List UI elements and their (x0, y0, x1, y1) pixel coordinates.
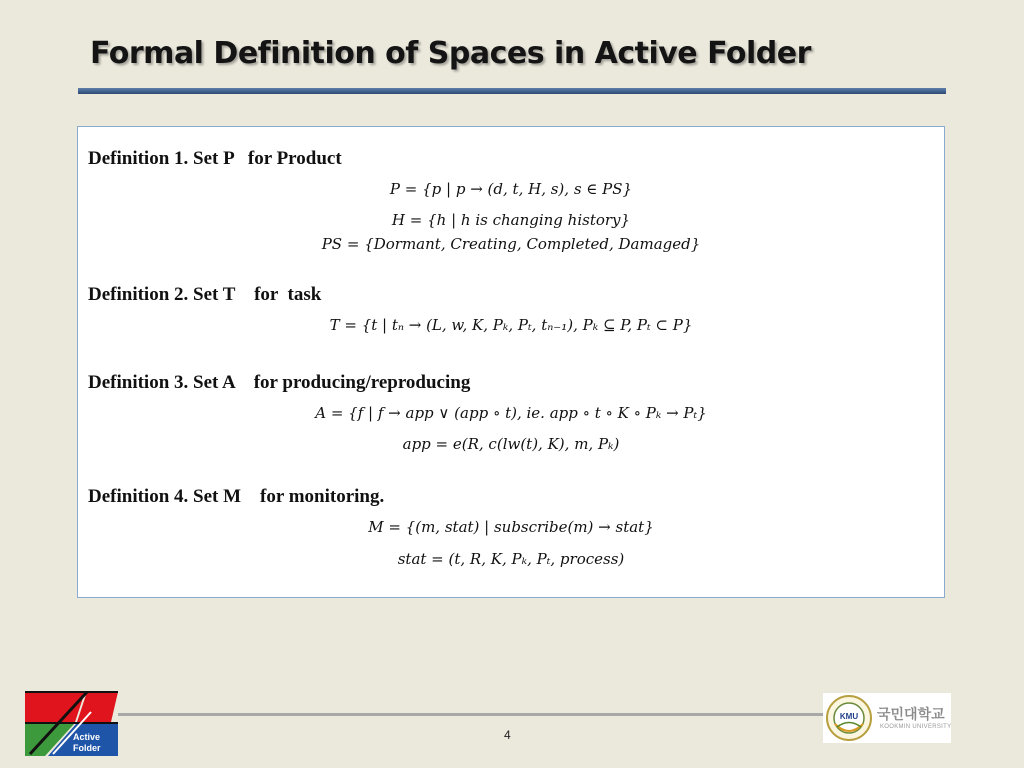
footer-divider (118, 713, 823, 716)
definition-3-heading: Definition 3. Set A for producing/reproducing (88, 372, 471, 393)
university-name-english: KOOKMIN UNIVERSITY (880, 724, 952, 730)
logo-text-folder: Folder (73, 743, 101, 753)
university-logo (823, 693, 951, 743)
page-number: 4 (504, 728, 511, 742)
slide-title: Formal Definition of Spaces in Active Folder (90, 36, 811, 71)
title-underline (78, 88, 946, 94)
formula-set-ps: PS = {Dormant, Creating, Completed, Damaged} (321, 235, 701, 253)
active-folder-logo (25, 690, 118, 756)
definition-1-heading: Definition 1. Set P for Product (88, 148, 342, 169)
logo-text-active: Active (73, 732, 101, 742)
formula-stat: stat = (t, R, K, Pₖ, Pₜ, process) (397, 550, 625, 568)
definition-2-heading: Definition 2. Set T for task (88, 284, 322, 305)
formula-set-t: T = {t | tₙ → (L, w, K, Pₖ, Pₜ, tₙ₋₁), Pₖ ⊆ P, Pₜ ⊂ P} (329, 316, 693, 334)
formula-set-p: P = {p | p → (d, t, H, s), s ∈ PS} (389, 180, 633, 198)
formula-set-m: M = {(m, stat) | subscribe(m) → stat} (368, 518, 654, 536)
university-seal (825, 694, 873, 742)
definitions-box (77, 126, 945, 598)
formula-set-a: A = {f | f → app ∨ (app ∘ t), ie. app ∘ t ∘ K ∘ Pₖ → Pₜ} (315, 404, 707, 422)
formula-set-h: H = {h | h is changing history} (391, 211, 631, 229)
seal-text: KMU (839, 712, 859, 721)
formula-app: app = e(R, c(lw(t), K), m, Pₖ) (402, 435, 620, 453)
university-name-korean: 국민대학교 (877, 707, 945, 723)
definition-4-heading: Definition 4. Set M for monitoring. (88, 486, 385, 507)
